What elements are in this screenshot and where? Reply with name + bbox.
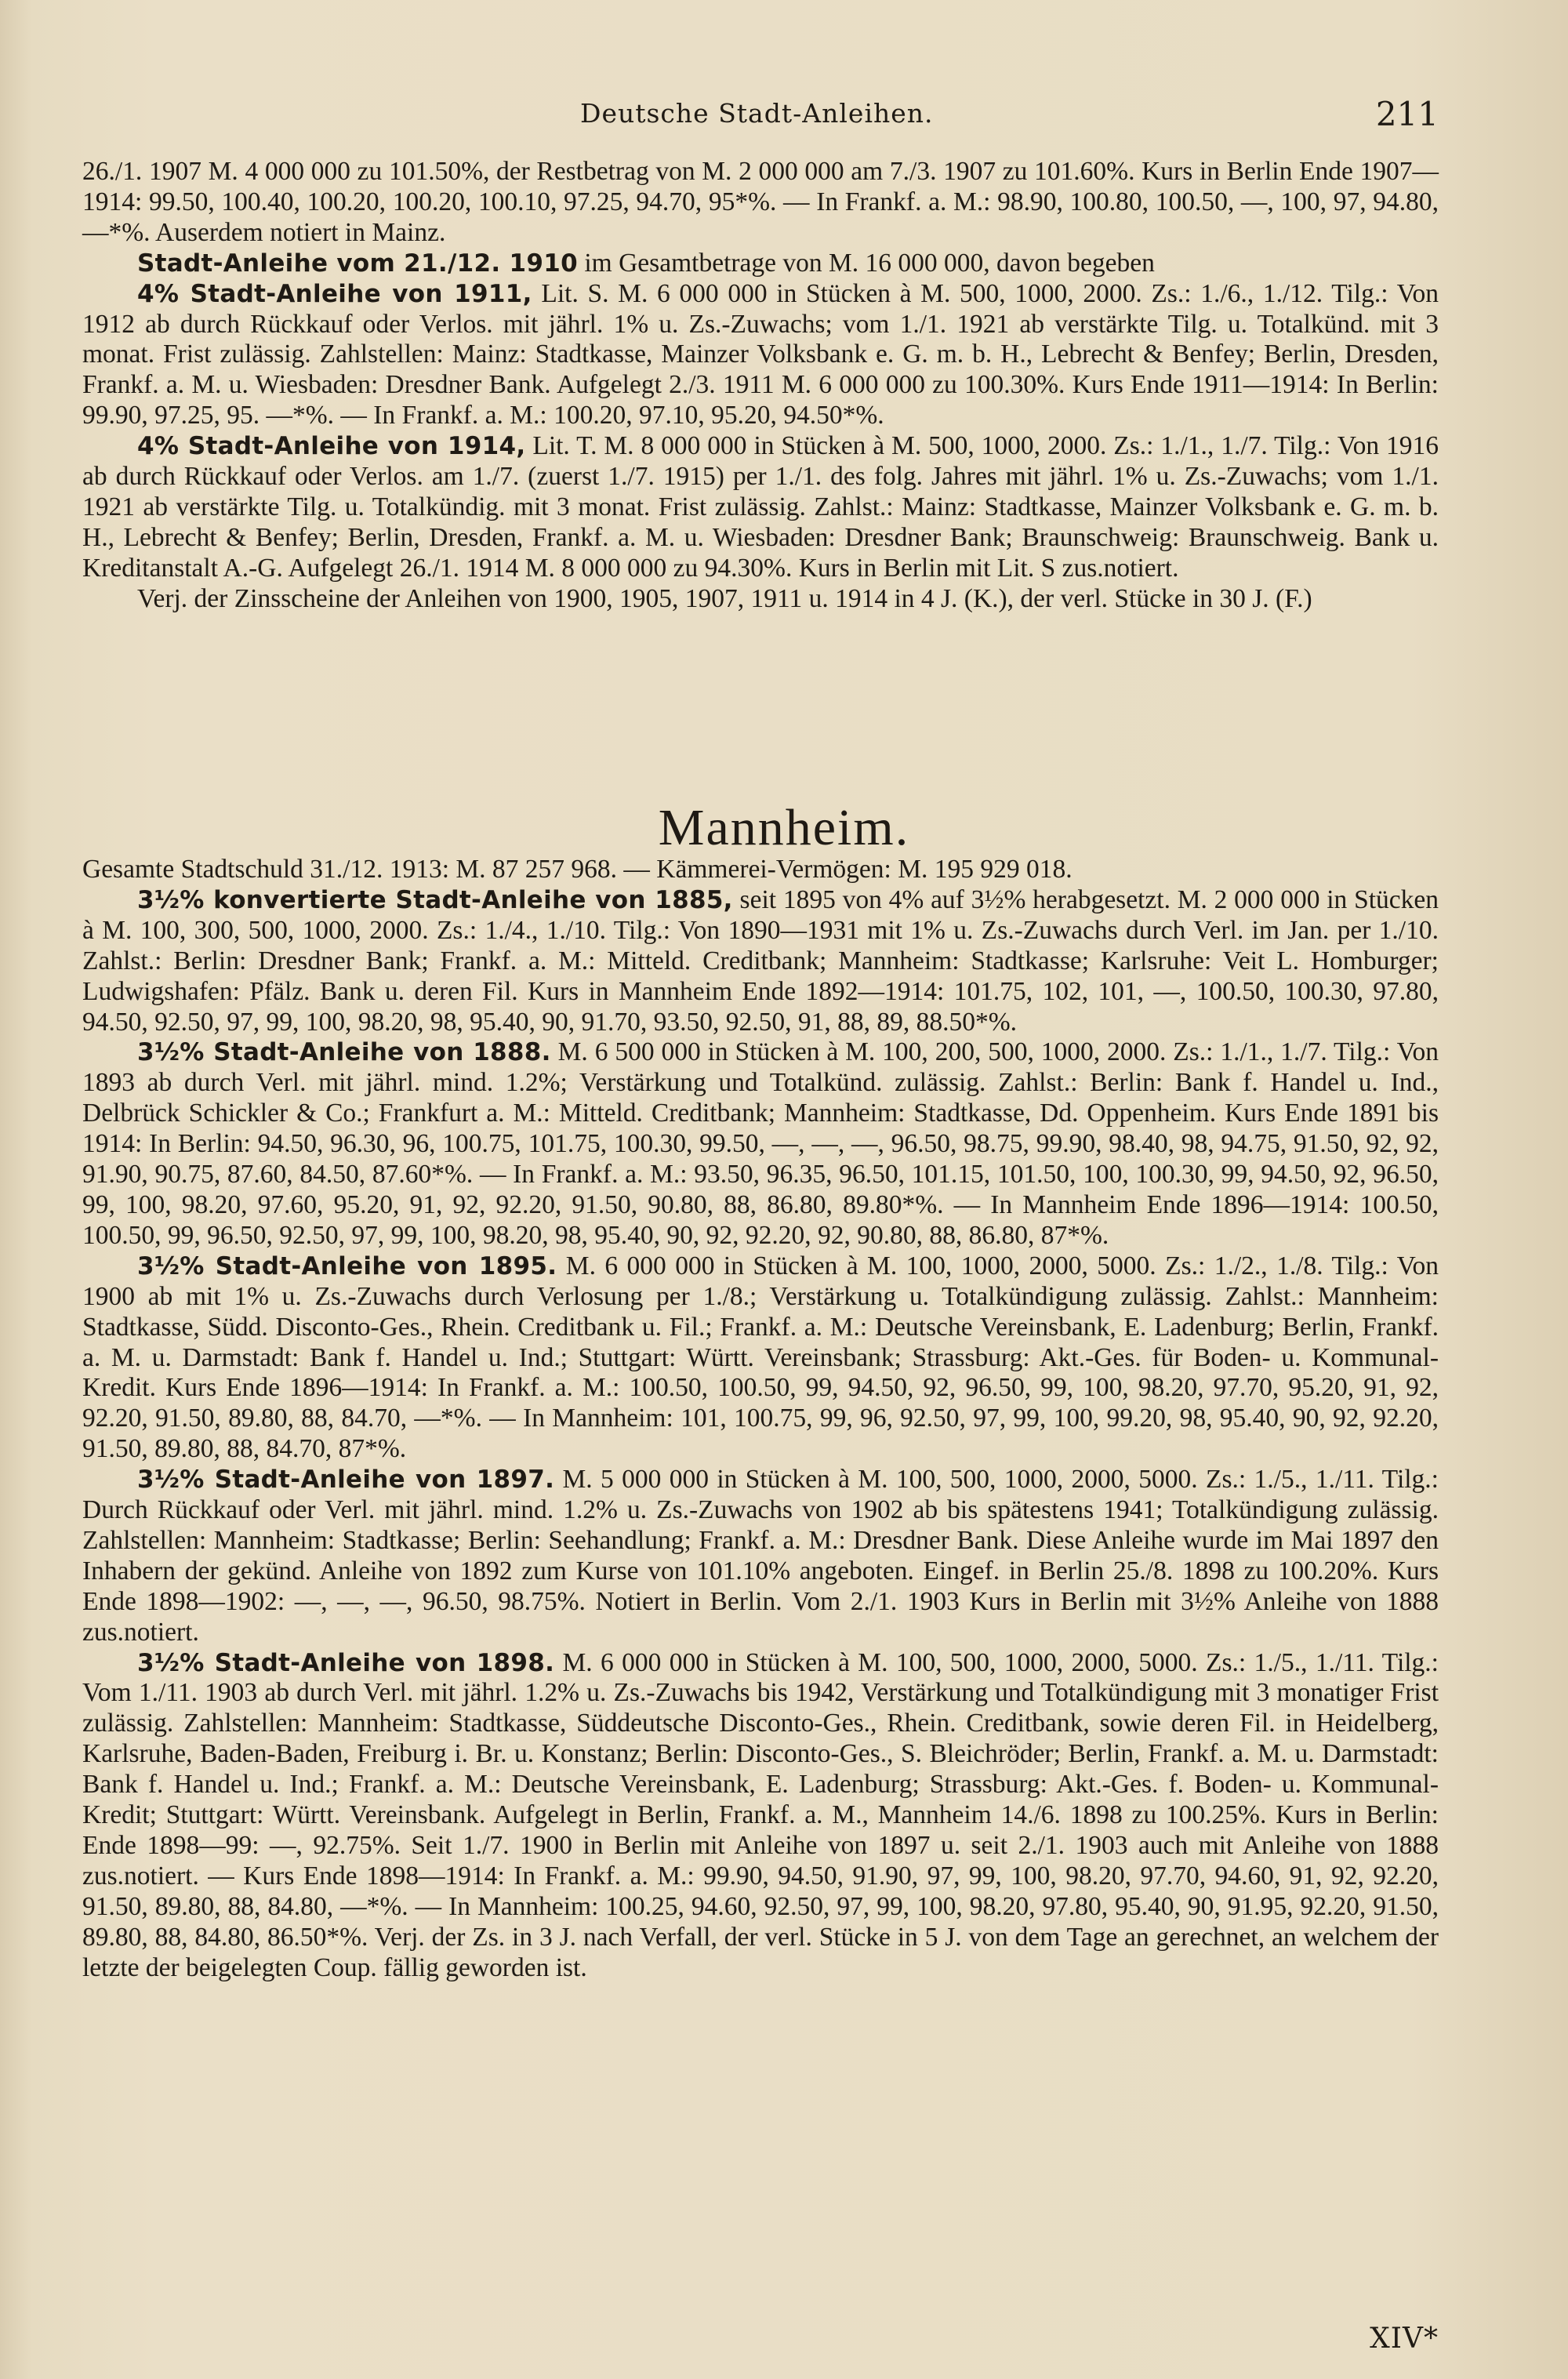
mainz-continuation	[82, 157, 1439, 615]
paragraph: 4% Stadt-Anleihe von 1911, Lit. S. M. 6 000 000 in Stücken à M. 500, 1000, 2000. Zs.: 1./6., 1./12. Tilg.: Von 1912 ab durch Rückkauf oder Verlos. mit jährl. 1% u. Zs.-Zuwachs; vom 1./1. 1921 ab verstärkte Tilg. u. Totalkünd. mit 3 monat. Frist zulässig. Zahlstellen: Mainz: Stadtkasse, Mainzer Volksbank e. G. m. b. H., Lebrecht & Benfey; Berlin, Dresden, Frankf. a. M. u. Wiesbaden: Dresdner Bank. Aufgelegt 2./3. 1911 M. 6 000 000 zu 100.30%. Kurs Ende 1911—1914: In Berlin: 99.90, 97.25, 95. —*%. — In Frankf. a. M.: 100.20, 97.10, 95.20, 94.50*%.	[82, 278, 1439, 430]
loan-title: 3½% konvertierte Stadt-Anleihe von 1885,	[137, 885, 733, 914]
loan-title: 3½% Stadt-Anleihe von 1888.	[137, 1038, 551, 1067]
paragraph: 3½% Stadt-Anleihe von 1888. M. 6 500 000 in Stücken à M. 100, 200, 500, 1000, 2000. Zs.: 1./1., 1./7. Tilg.: Von 1893 ab durch Verl. mit jährl. mind. 1.2%; Verstärkung und Totalkünd. zulässig. Zahlst.: Berlin: Bank f. Handel u. Ind., Delbrück Schickler & Co.; Frankfurt a. M.: Mitteld. Creditbank; Mannheim: Stadtkasse, Dd. Oppenheim. Kurs Ende 1891 bis 1914: In Berlin: 94.50, 96.30, 96, 100.75, 101.75, 100.30, 99.50, —, —, —, 96.50, 98.75, 99.90, 98.40, 98, 94.75, 91.50, 92, 92, 91.90, 90.75, 87.60, 84.50, 87.60*%. — In Frankf. a. M.: 93.50, 96.35, 96.50, 101.15, 101.50, 100, 100.30, 99, 94.50, 92, 96.50, 99, 100, 98.20, 97.60, 95.20, 91, 92, 92.20, 91.50, 90.80, 88, 86.80, 89.80*%. — In Mannheim Ende 1896—1914: 100.50, 100.50, 99, 96.50, 92.50, 97, 99, 100, 98.20, 98, 95.40, 90, 92, 92.20, 92, 90.80, 88, 86.80, 87*%.	[82, 1037, 1439, 1250]
paragraph: 26./1. 1907 M. 4 000 000 zu 101.50%, der Restbetrag von M. 2 000 000 am 7./3. 1907 zu 101.60%. Kurs in Berlin Ende 1907—1914: 99.50, 100.40, 100.20, 100.20, 100.10, 97.25, 94.70, 95*%. — In Frankf. a. M.: 98.90, 100.80, 100.50, —, 100, 97, 94.80, —*%. Auserdem notiert in Mainz.	[82, 157, 1439, 247]
paragraph: Verj. der Zinsscheine der Anleihen von 1900, 1905, 1907, 1911 u. 1914 in 4 J. (K.), der verl. Stücke in 30 J. (F.)	[137, 583, 1312, 613]
paragraph: 4% Stadt-Anleihe von 1914, Lit. T. M. 8 000 000 in Stücken à M. 500, 1000, 2000. Zs.: 1./1., 1./7. Tilg.: Von 1916 ab durch Rückkauf oder Verlos. am 1./7. (zuerst 1./7. 1915) per 1./1. des folg. Jahres mit jährl. 1% u. Zs.-Zuwachs; vom 1./1. 1921 ab verstärkte Tilg. u. Totalkündig. mit 3 monat. Frist zulässig. Zahlst.: Mainz: Stadtkasse, Mainzer Volksbank e. G. m. b. H., Lebrecht & Benfey; Berlin, Dresden, Frankf. a. M. u. Wiesbaden: Dresdner Bank; Braunschweig: Braunschweig. Bank u. Kreditanstalt A.-G. Aufgelegt 26./1. 1914 M. 8 000 000 zu 94.30%. Kurs in Berlin mit Lit. S zus.notiert.	[82, 431, 1439, 583]
paragraph: Stadt-Anleihe vom 21./12. 1910 im Gesamtbetrage von M. 16 000 000, davon begeben	[137, 248, 1155, 278]
city-heading: Mannheim.	[658, 799, 910, 856]
mannheim-section	[82, 855, 1439, 1984]
loan-title: 3½% Stadt-Anleihe von 1895.	[137, 1251, 557, 1280]
loan-title: 4% Stadt-Anleihe von 1914,	[137, 432, 526, 461]
paragraph: 3½% Stadt-Anleihe von 1898. M. 6 000 000 in Stücken à M. 100, 500, 1000, 2000, 5000. Zs.: 1./5., 1./11. Tilg.: Vom 1./11. 1903 ab durch Verl. mit jährl. 1.2% u. Zs.-Zuwachs bis 1942, Verstärkung und Totalkündigung mit 3 monatiger Frist zulässig. Zahlstellen: Mannheim: Stadtkasse, Süddeutsche Disconto-Ges., Rhein. Creditbank, sowie deren Fil. in Heidelberg, Karlsruhe, Baden-Baden, Freiburg i. Br. u. Konstanz; Berlin: Disconto-Ges., S. Bleichröder; Berlin, Frankf. a. M. u. Darmstadt: Bank f. Handel u. Ind.; Frankf. a. M.: Deutsche Vereinsbank, E. Ladenburg; Strassburg: Akt.-Ges. f. Boden- u. Kommunal-Kredit; Stuttgart: Württ. Vereinsbank. Aufgelegt in Berlin, Frankf. a. M., Mannheim 14./6. 1898 zu 100.25%. Kurs in Berlin: Ende 1898—99: —, 92.75%. Seit 1./7. 1900 in Berlin mit Anleihe von 1897 u. seit 2./1. 1903 auch mit Anleihe von 1888 zus.notiert. — Kurs Ende 1898—1914: In Frankf. a. M.: 99.90, 94.50, 91.90, 97, 99, 100, 98.20, 97.70, 94.60, 91, 92, 92.20, 91.50, 89.80, 88, 84.80, —*%. — In Mannheim: 100.25, 94.60, 92.50, 97, 99, 100, 98.20, 97.80, 95.40, 90, 91.95, 92.20, 91.50, 89.80, 88, 84.80, 86.50*%. Verj. der Zs. in 3 J. nach Verfall, der verl. Stücke in 5 J. von dem Tage an gerechnet, an welchem der letzte der beigelegten Coup. fällig geworden ist.	[82, 1647, 1439, 1982]
loan-title: 4% Stadt-Anleihe von 1911,	[137, 279, 532, 308]
printer-signature: XIV*	[1370, 2323, 1439, 2355]
loan-title: 3½% Stadt-Anleihe von 1898.	[137, 1648, 555, 1677]
paragraph: 3½% Stadt-Anleihe von 1897. M. 5 000 000 in Stücken à M. 100, 500, 1000, 2000, 5000. Zs.: 1./5., 1./11. Tilg.: Durch Rückkauf oder Verl. mit jährl. mind. 1.2% u. Zs.-Zuwachs von 1902 ab bis spätestens 1941; Totalkündigung zulässig. Zahlstellen: Mannheim: Stadtkasse; Berlin: Seehandlung; Frankf. a. M.: Dresdner Bank. Diese Anleihe wurde im Mai 1897 den Inhabern der gekünd. Anleihe von 1892 zum Kurse von 101.10% angeboten. Eingef. in Berlin 25./8. 1898 zu 100.20%. Kurs Ende 1898—1902: —, —, —, 96.50, 98.75%. Notiert in Berlin. Vom 2./1. 1903 Kurs in Berlin mit 3½% Anleihe von 1888 zus.notiert.	[82, 1465, 1439, 1647]
paragraph: 3½% Stadt-Anleihe von 1895. M. 6 000 000 in Stücken à M. 100, 1000, 2000, 5000. Zs.: 1./2., 1./8. Tilg.: Von 1900 ab mit 1% u. Zs.-Zuwachs durch Verlosung per 1./8.; Verstärkung u. Totalkündigung zulässig. Zahlst.: Mannheim: Stadtkasse, Südd. Disconto-Ges., Rhein. Creditbank u. Fil.; Frankf. a. M.: Deutsche Vereinsbank, E. Ladenburg; Berlin, Frankf. a. M. u. Darmstadt: Bank f. Handel u. Ind.; Stuttgart: Württ. Vereinsbank; Strassburg: Akt.-Ges. für Boden- u. Kommunal-Kredit. Kurs Ende 1896—1914: In Frankf. a. M.: 100.50, 100.50, 99, 94.50, 92, 96.50, 99, 100, 98.20, 97.70, 95.20, 91, 92, 92.20, 91.50, 89.80, 88, 84.70, —*%. — In Mannheim: 101, 100.75, 99, 96, 92.50, 97, 99, 100, 99.20, 98, 95.40, 90, 92, 92.20, 91.50, 89.80, 88, 84.70, 87*%.	[82, 1251, 1439, 1464]
loan-title: 3½% Stadt-Anleihe von 1897.	[137, 1466, 555, 1495]
paragraph: Gesamte Stadtschuld 31./12. 1913: M. 87 257 968. — Kämmerei-Vermögen: M. 195 929 018.	[82, 855, 1073, 884]
page-number: 211	[1375, 95, 1439, 133]
paragraph: 3½% konvertierte Stadt-Anleihe von 1885, seit 1895 von 4% auf 3½% herabgesetzt. M. 2 000 000 in Stücken à M. 100, 300, 500, 1000, 2000. Zs.: 1./4., 1./10. Tilg.: Von 1890—1931 mit 1% u. Zs.-Zuwachs durch Verl. im Jan. per 1./10. Zahlst.: Berlin: Dresdner Bank; Frankf. a. M.: Mitteld. Creditbank; Mannheim: Stadtkasse; Karlsruhe: Veit L. Homburger; Ludwigshafen: Pfälz. Bank u. deren Fil. Kurs in Mannheim Ende 1892—1914: 101.75, 102, 101, —, 100.50, 100.30, 97.80, 94.50, 92.50, 97, 99, 100, 98.20, 98, 95.40, 90, 91.70, 93.50, 92.50, 91, 88, 89, 88.50*%.	[82, 884, 1439, 1037]
page-header	[0, 95, 1568, 145]
loan-title: Stadt-Anleihe vom 21./12. 1910	[137, 249, 578, 278]
running-title: Deutsche Stadt-Anleihen.	[580, 98, 934, 129]
